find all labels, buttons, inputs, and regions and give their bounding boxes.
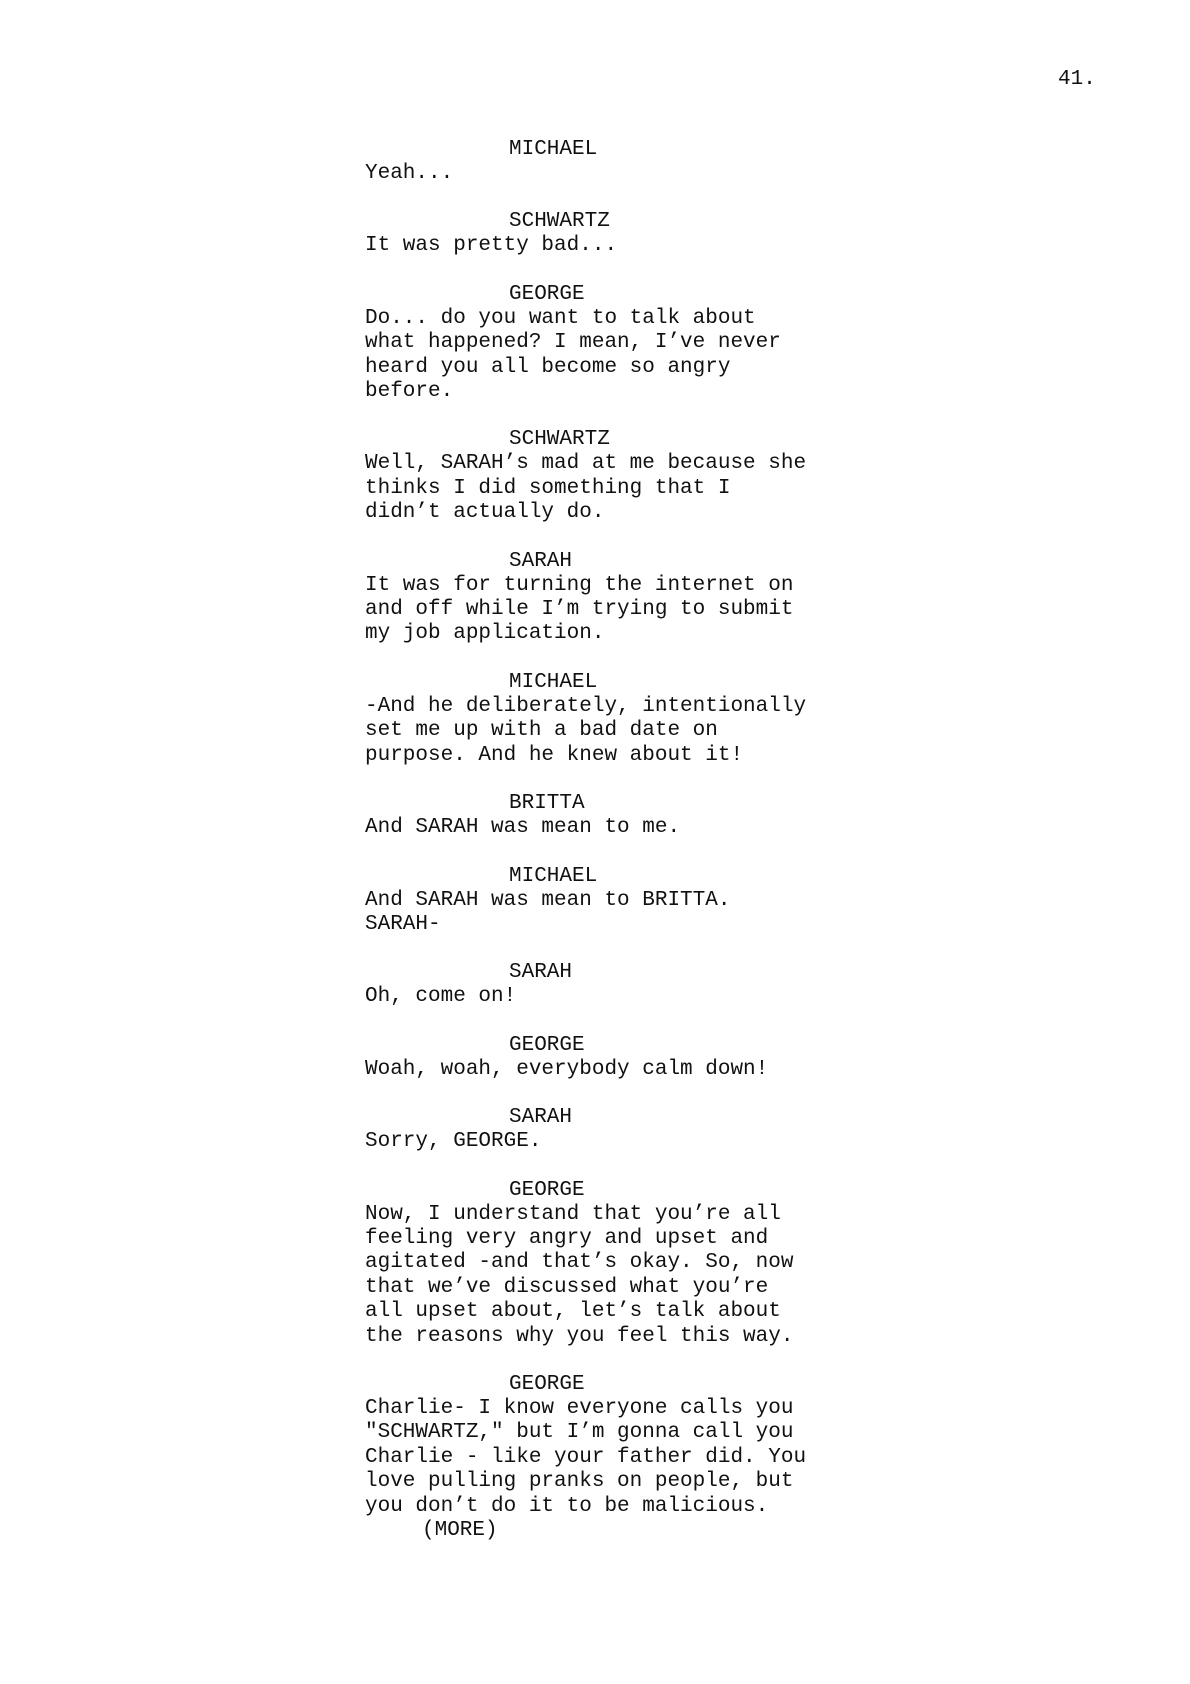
character-name: MICHAEL xyxy=(509,864,598,888)
character-name: SARAH xyxy=(509,549,573,573)
dialogue-block xyxy=(365,1179,925,1349)
dialogue-line: purpose. And he knew about it! xyxy=(365,743,744,767)
dialogue-block xyxy=(365,428,925,525)
character-name: BRITTA xyxy=(509,792,585,816)
character-name: SCHWARTZ xyxy=(509,428,610,452)
dialogue-line: And SARAH was mean to BRITTA. xyxy=(365,888,731,912)
dialogue-line: -And he deliberately, intentionally xyxy=(365,694,807,718)
dialogue-line: Yeah... xyxy=(365,162,454,185)
dialogue-block xyxy=(365,1373,925,1543)
more-continuation: (MORE) xyxy=(422,1519,498,1542)
dialogue-line: all upset about, let’s talk about xyxy=(365,1300,781,1324)
dialogue-line: "SCHWARTZ," but I’m gonna call you xyxy=(365,1421,794,1445)
dialogue-line: before. xyxy=(365,380,454,404)
dialogue-block xyxy=(365,865,925,938)
dialogue-block xyxy=(365,792,925,840)
dialogue-line: Woah, woah, everybody calm down! xyxy=(365,1057,769,1081)
character-name: GEORGE xyxy=(509,1372,585,1396)
dialogue-line: what happened? I mean, I’ve never xyxy=(365,331,781,355)
dialogue-block xyxy=(365,550,925,647)
dialogue-line: and off while I’m trying to submit xyxy=(365,598,794,622)
dialogue-line: the reasons why you feel this way. xyxy=(365,1324,794,1348)
dialogue-line: feeling very angry and upset and xyxy=(365,1226,769,1250)
dialogue-line: SARAH- xyxy=(365,912,441,936)
character-name: MICHAEL xyxy=(509,670,598,694)
dialogue-line: my job application. xyxy=(365,622,605,646)
dialogue-block xyxy=(365,1034,925,1082)
character-name: SARAH xyxy=(509,961,573,985)
dialogue-line: Sorry, GEORGE. xyxy=(365,1130,542,1154)
character-name: SCHWARTZ xyxy=(509,210,610,234)
dialogue-block xyxy=(365,961,925,1009)
dialogue-line: Charlie - like your father did. You xyxy=(365,1445,807,1469)
dialogue-line: thinks I did something that I xyxy=(365,476,731,500)
dialogue-line: Do... do you want to talk about xyxy=(365,306,756,330)
screenplay-body xyxy=(365,138,925,1567)
character-name: SARAH xyxy=(509,1106,573,1130)
dialogue-block xyxy=(365,138,925,186)
dialogue-line: that we’ve discussed what you’re xyxy=(365,1275,769,1299)
dialogue-line: agitated -and that’s okay. So, now xyxy=(365,1251,794,1275)
dialogue-line: love pulling pranks on people, but xyxy=(365,1470,794,1494)
dialogue-line: Now, I understand that you’re all xyxy=(365,1202,781,1226)
dialogue-block xyxy=(365,1106,925,1154)
dialogue-block xyxy=(365,671,925,768)
dialogue-line: heard you all become so angry xyxy=(365,355,731,379)
dialogue-block xyxy=(365,210,925,258)
dialogue-line: didn’t actually do. xyxy=(365,501,605,525)
page-number: 41. xyxy=(1058,68,1096,91)
dialogue-line: It was pretty bad... xyxy=(365,234,618,258)
dialogue-line: Charlie- I know everyone calls you xyxy=(365,1396,794,1420)
dialogue-line: It was for turning the internet on xyxy=(365,573,794,597)
dialogue-line: set me up with a bad date on xyxy=(365,719,718,743)
character-name: GEORGE xyxy=(509,1033,585,1057)
dialogue-block xyxy=(365,283,925,405)
character-name: MICHAEL xyxy=(509,138,598,161)
character-name: GEORGE xyxy=(509,1178,585,1202)
dialogue-line: you don’t do it to be malicious. xyxy=(365,1494,769,1518)
dialogue-line: Well, SARAH’s mad at me because she xyxy=(365,452,807,476)
character-name: GEORGE xyxy=(509,282,585,306)
dialogue-line: Oh, come on! xyxy=(365,985,517,1009)
dialogue-line: And SARAH was mean to me. xyxy=(365,816,681,840)
